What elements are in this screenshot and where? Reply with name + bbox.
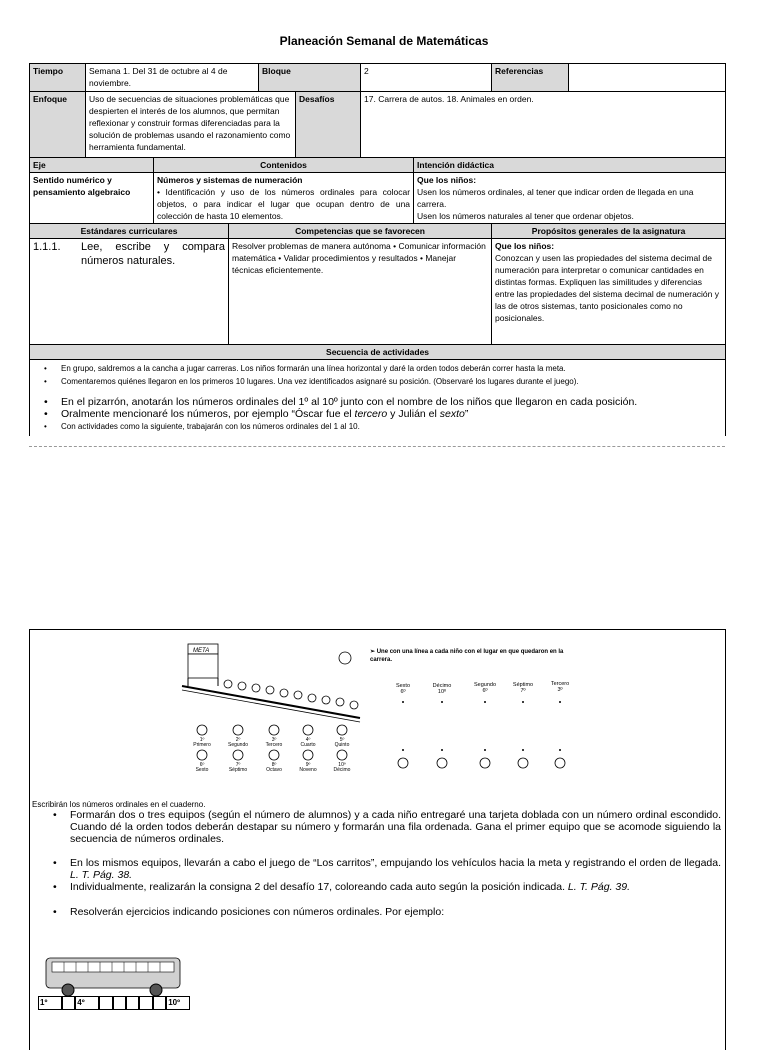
enfoque-label: Enfoque <box>30 92 86 158</box>
page-divider <box>29 446 725 447</box>
enfoque-value: Uso de secuencias de situaciones problemáticas que despierten el interés de los alumnos, que permitan reflexionar y construir formas diferenciadas para la solución de problemas usando el razonamiento como herramienta fundamental. <box>86 92 296 158</box>
bloque-label: Bloque <box>259 64 361 92</box>
svg-text:Segundo: Segundo <box>473 682 497 688</box>
svg-text:7º: 7º <box>235 762 241 768</box>
secuencia-list-last <box>33 420 722 433</box>
svg-text:Tercero: Tercero <box>265 742 283 748</box>
competencias-value: Resolver problemas de manera autónoma • Comunicar información matemática • Validar procedimientos y resultados • Manejar técnicas eficientemente. <box>229 239 492 345</box>
referencias-value <box>569 64 726 92</box>
part2-list-c <box>30 906 725 918</box>
ordinal-cell <box>99 996 112 1010</box>
svg-text:Séptimo: Séptimo <box>512 682 534 688</box>
svg-text:Noveno: Noveno <box>299 767 317 773</box>
list-item: • En los mismos equipos, llevarán a cabo el juego de “Los carritos”, empujando los vehículos hacia la meta y registrando el orden de llegada. L. T. Pág. 38. <box>70 857 725 881</box>
svg-text:Séptimo: Séptimo <box>228 767 248 773</box>
list-item: • Formarán dos o tres equipos (según el número de alumnos) y a cada niño entregaré una tarjeta doblada con un número ordinal escondido. Cuando dé la orden todos deberán destapar su número y formarán una fila ordenada. Gana el primer equipo que se acomode siguiendo la secuencia de números ordinales. <box>70 809 725 845</box>
eje-value: Sentido numérico y pensamiento algebraico <box>30 173 154 224</box>
ordinal-cell: 10º <box>166 996 190 1010</box>
propositos-title: Que los niños: <box>495 241 555 251</box>
svg-text:9º: 9º <box>305 762 311 768</box>
planning-table <box>29 63 726 436</box>
bus-illustration <box>38 946 188 998</box>
svg-text:6º: 6º <box>199 762 205 768</box>
list-item: • Oralmente mencionaré los números, por ejemplo “Óscar fue el tercero y Julián el sexto” <box>61 408 722 420</box>
tiempo-value: Semana 1. Del 31 de octubre al 4 de noviembre. <box>86 64 259 92</box>
page-title: Planeación Semanal de Matemáticas <box>279 34 489 48</box>
secuencia-list-small <box>33 362 722 388</box>
part2-list-b <box>30 857 725 893</box>
estandar-cell <box>30 239 229 345</box>
svg-text:6º: 6º <box>400 689 406 695</box>
intencion-title: Que los niños: <box>417 175 477 185</box>
svg-text:8º: 8º <box>271 762 277 768</box>
svg-text:2º: 2º <box>235 737 241 743</box>
contenidos-cell <box>154 173 414 224</box>
estandar-text: Lee, escribe y compara números naturales. <box>81 241 225 267</box>
ordinal-row <box>38 996 190 1010</box>
ordinal-cell <box>62 996 75 1010</box>
ordinal-cell <box>139 996 152 1010</box>
secuencia-label: Secuencia de actividades <box>30 345 726 360</box>
svg-text:Décimo: Décimo <box>432 683 452 689</box>
svg-text:5º: 5º <box>339 737 345 743</box>
intencion-line1: Usen los números ordinales, al tener que indicar orden de llegada en una carrera. <box>417 187 694 209</box>
svg-text:Cuarto: Cuarto <box>300 742 316 748</box>
ordinal-cell <box>113 996 126 1010</box>
meta-label: META <box>193 648 210 654</box>
writes-ordinals: Escribirán los números ordinales en el cuaderno. <box>32 800 206 809</box>
svg-text:Sexto: Sexto <box>395 683 411 689</box>
svg-text:1º: 1º <box>199 737 205 743</box>
eje-label: Eje <box>30 158 154 173</box>
activity-box <box>29 629 726 1050</box>
intencion-cell <box>414 173 726 224</box>
svg-text:6º: 6º <box>482 688 488 694</box>
svg-text:Primero: Primero <box>193 742 211 748</box>
list-item: • En el pizarrón, anotarán los números ordinales del 1º al 10º junto con el nombre de los niños que llegaron en cada posición. <box>61 396 722 408</box>
sun-icon <box>339 652 351 664</box>
intencion-line2: Usen los números naturales al tener que ordenar objetos. <box>417 211 634 221</box>
ordinal-cell <box>126 996 139 1010</box>
list-item: • Comentaremos quiénes llegaron en los primeros 10 lugares. Una vez identificados asignaré su posición. (Observaré los lugares durante el juego). <box>61 375 722 388</box>
svg-text:Quinto: Quinto <box>334 742 350 748</box>
secuencia-list-large <box>33 396 722 420</box>
contenidos-label: Contenidos <box>154 158 414 173</box>
estandar-num: 1.1.1. <box>33 241 61 253</box>
list-item: • Individualmente, realizarán la consigna 2 del desafío 17, coloreando cada auto según la posición indicada. L. T. Pág. 39. <box>70 881 725 893</box>
contenidos-value: • Identificación y uso de los números ordinales para colocar objetos, o para indicar el lugar que ocupan dentro de una colección de hasta 10 elementos. <box>157 187 411 221</box>
list-item: • Con actividades como la siguiente, trabajarán con los números ordinales del 1 al 10. <box>61 420 722 433</box>
contenidos-title: Números y sistemas de numeración <box>157 175 303 185</box>
svg-text:10º: 10º <box>338 762 346 768</box>
svg-text:10º: 10º <box>437 689 447 695</box>
activities-part2 <box>30 800 725 918</box>
svg-text:Décimo: Décimo <box>333 767 351 773</box>
list-item: • En grupo, saldremos a la cancha a jugar carreras. Los niños formarán una línea horizontal y daré la orden todos deberán correr hasta la meta. <box>61 362 722 375</box>
propositos-label: Propósitos generales de la asignatura <box>492 224 726 239</box>
svg-text:Octavo: Octavo <box>266 767 282 773</box>
matching-exercise <box>370 638 580 773</box>
ordinal-cell: 1º <box>38 996 62 1010</box>
race-illustration <box>180 638 370 773</box>
ordinal-cell <box>153 996 166 1010</box>
referencias-label: Referencias <box>492 64 569 92</box>
svg-text:3º: 3º <box>271 737 277 743</box>
svg-text:Tercero: Tercero <box>550 681 570 687</box>
svg-text:3º: 3º <box>557 687 563 693</box>
propositos-cell <box>492 239 726 345</box>
list-item: • Resolverán ejercicios indicando posiciones con números ordinales. Por ejemplo: <box>70 906 725 918</box>
competencias-label: Competencias que se favorecen <box>229 224 492 239</box>
tiempo-label: Tiempo <box>30 64 86 92</box>
secuencia-cell <box>30 360 726 437</box>
propositos-value: Conozcan y usen las propiedades del sistema decimal de numeración para interpretar o comunicar cantidades en distintas formas. Expliquen las similitudes y diferencias entre las propiedades del sistema decimal de numeración y las de otros sistemas, tanto posicionales como no posicionales. <box>495 253 720 323</box>
svg-text:Segundo: Segundo <box>227 742 249 748</box>
svg-text:Sexto: Sexto <box>195 767 209 773</box>
exercise-instruction: ➢ Une con una línea a cada niño con el lugar en que quedaron en la carrera. <box>370 649 564 663</box>
bloque-value: 2 <box>361 64 492 92</box>
svg-text:4º: 4º <box>305 737 311 743</box>
svg-text:7º: 7º <box>520 688 526 694</box>
ordinal-cell: 4º <box>75 996 99 1010</box>
desafios-label: Desafíos <box>296 92 361 158</box>
desafios-value: 17. Carrera de autos. 18. Animales en orden. <box>361 92 726 158</box>
intencion-label: Intención didáctica <box>414 158 726 173</box>
part2-list <box>30 809 725 845</box>
estandares-label: Estándares curriculares <box>30 224 229 239</box>
